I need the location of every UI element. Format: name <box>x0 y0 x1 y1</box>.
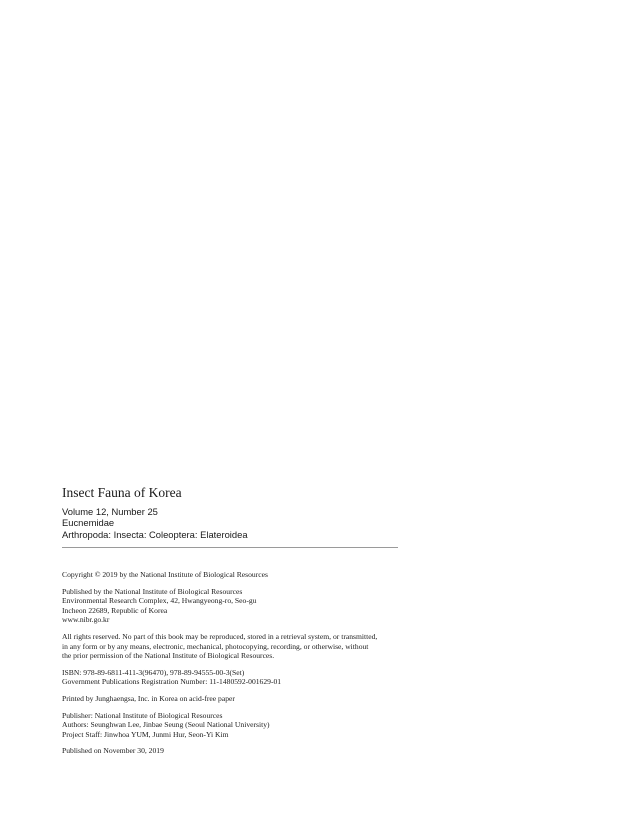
isbn-line: ISBN: 978-89-6811-411-3(96470), 978-89-94555-00-3(Set) <box>62 667 245 677</box>
publisher-line: Published by the National Institute of Biological Resources <box>62 586 243 596</box>
authors-credit: Authors: Seunghwan Lee, Jinbae Seung (Seoul National University) <box>62 720 270 730</box>
city-line: Incheon 22689, Republic of Korea <box>62 605 168 615</box>
publication-date-line: Published on November 30, 2019 <box>62 746 164 756</box>
copyright-notice <box>62 570 407 580</box>
publisher-address <box>62 587 407 625</box>
rights-statement <box>62 632 407 661</box>
publication-date <box>62 746 407 756</box>
divider <box>62 547 398 548</box>
website-line: www.nibr.go.kr <box>62 615 110 625</box>
family-name: Eucnemidae <box>62 517 115 529</box>
rights-line: All rights reserved. No part of this book may be reproduced, stored in a retrieval system, or transmitted, <box>62 631 378 641</box>
staff-credit: Project Staff: Jinwhoa YUM, Junmi Hur, Seon-Yi Kim <box>62 729 229 739</box>
rights-line: in any form or by any means, electronic, mechanical, photocopying, recording, or otherwise, without <box>62 641 369 651</box>
printer-line: Printed by Junghaengsa, Inc. in Korea on acid-free paper <box>62 693 235 703</box>
copyright-line: Copyright © 2019 by the National Institute of Biological Resources <box>62 570 268 579</box>
volume-number: Volume 12, Number 25 <box>62 506 158 517</box>
rights-line: the prior permission of the National Institute of Biological Resources. <box>62 651 275 661</box>
publisher-credit: Publisher: National Institute of Biological Resources <box>62 710 223 720</box>
taxonomic-classification: Arthropoda: Insecta: Coleoptera: Elateroidea <box>62 528 248 540</box>
registration-number-line: Government Publications Registration Number: 11-1480592-001629-01 <box>62 677 282 687</box>
address-line: Environmental Research Complex, 42, Hwangyeong-ro, Seo-gu <box>62 596 257 606</box>
printer-note <box>62 694 407 704</box>
volume-info <box>62 506 248 540</box>
colophon <box>62 570 407 763</box>
series-title: Insect Fauna of Korea <box>62 485 182 500</box>
credits-block <box>62 711 407 740</box>
isbn-block <box>62 668 407 687</box>
